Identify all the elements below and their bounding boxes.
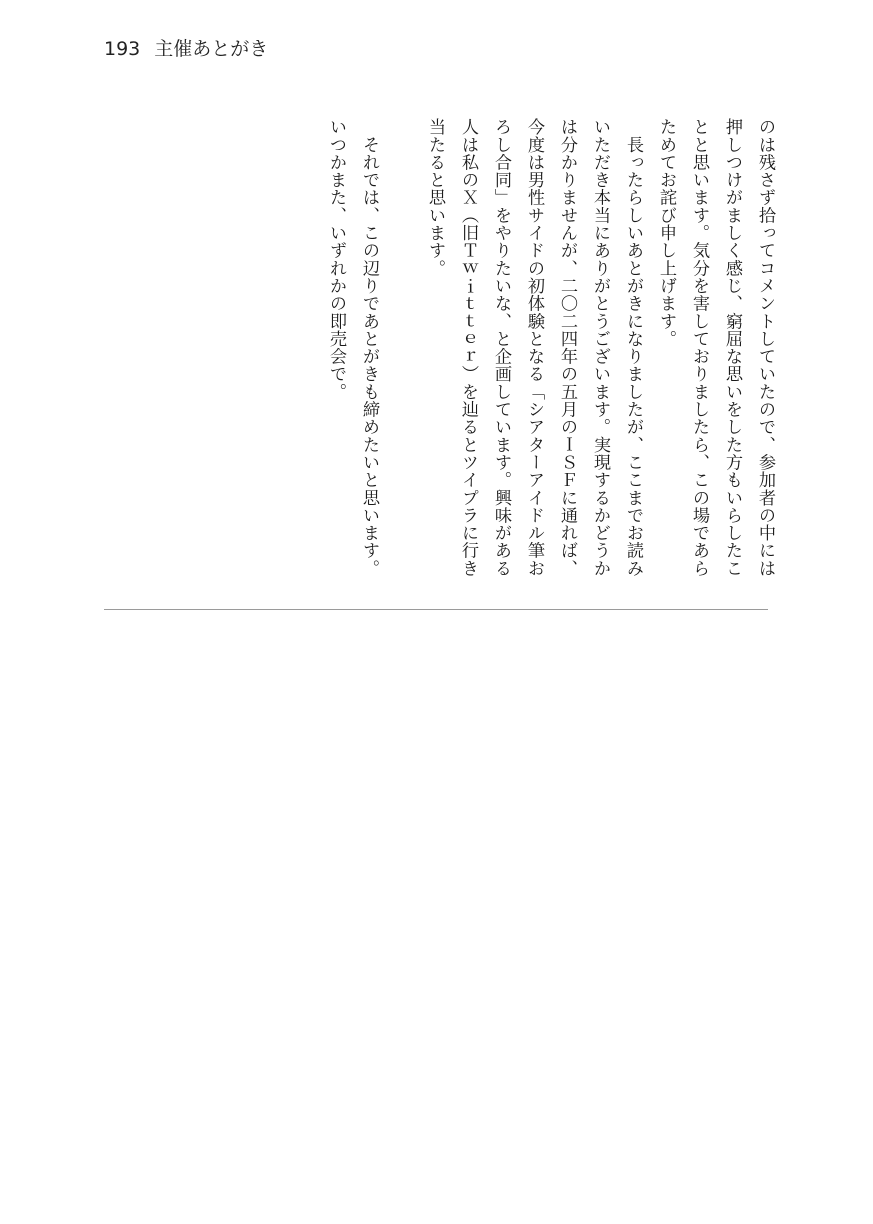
text-line: 当たると思います。 — [425, 118, 445, 277]
vertical-body-text — [322, 118, 780, 606]
page-number: 193 — [104, 38, 141, 60]
running-header — [104, 36, 268, 62]
text-line: それでは、この辺りであとがきも締めたいと思います。 — [359, 118, 379, 577]
horizontal-divider — [104, 609, 768, 610]
text-line: 今度は男性サイドの初体験となる「シアターアイドル筆お — [524, 118, 544, 577]
text-line: 人は私のＸ（旧Ｔｗｉｔｔｅｒ）を辿るとツイプラに行き — [458, 118, 478, 577]
text-line: ろし合同」をやりたいな、と企画しています。興味がある — [491, 118, 511, 577]
text-line: いただき本当にありがとうございます。実現するかどうか — [590, 118, 610, 577]
blank-line — [387, 118, 417, 606]
text-line: 押しつけがましく感じ、窮屈な思いをした方もいらしたこ — [722, 118, 742, 577]
text-line: のは残さず拾ってコメントしていたので、参加者の中には — [755, 118, 775, 577]
text-line: ためてお詫び申し上げます。 — [656, 118, 676, 348]
section-title: 主催あとがき — [154, 38, 269, 60]
text-line: 長ったらしいあとがきになりましたが、ここまでお読み — [623, 118, 643, 577]
text-line: は分かりませんが、二〇二四年の五月のＩＳＦに通れば、 — [557, 118, 577, 577]
text-line: とと思います。気分を害しておりましたら、この場であら — [689, 118, 709, 577]
text-line: いつかまた、いずれかの即売会で。 — [326, 118, 346, 401]
